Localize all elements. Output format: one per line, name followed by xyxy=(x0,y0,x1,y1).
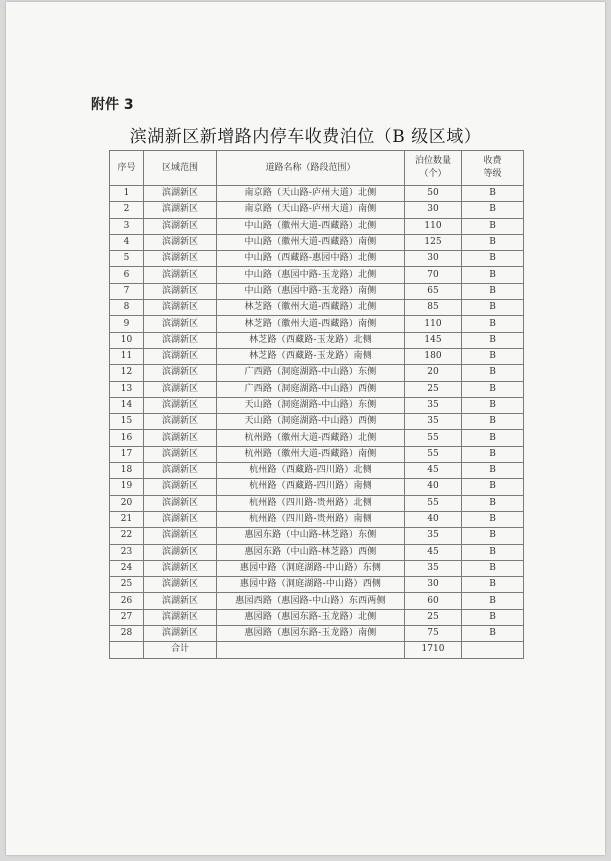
cell-road: 中山路（惠园中路-玉龙路）南侧 xyxy=(217,283,405,299)
cell-road: 惠园中路（洞庭湖路-中山路）东侧 xyxy=(217,560,405,576)
cell-seq: 9 xyxy=(110,316,144,332)
cell-grade: B xyxy=(462,397,524,413)
header-grade xyxy=(462,151,524,186)
cell-grade: B xyxy=(462,463,524,479)
cell-area: 滨湖新区 xyxy=(144,234,217,250)
cell-seq: 18 xyxy=(110,463,144,479)
page-title: 滨湖新区新增路内停车收费泊位（B 级区域） xyxy=(129,127,482,147)
table-row xyxy=(110,528,524,544)
total-road-cell xyxy=(217,642,405,658)
cell-seq: 6 xyxy=(110,267,144,283)
cell-road: 林芝路（徽州大道-西藏路）南侧 xyxy=(217,316,405,332)
cell-area: 滨湖新区 xyxy=(144,414,217,430)
cell-area: 滨湖新区 xyxy=(144,430,217,446)
cell-area: 滨湖新区 xyxy=(144,316,217,332)
cell-seq: 5 xyxy=(110,251,144,267)
cell-seq: 28 xyxy=(110,626,144,642)
cell-area: 滨湖新区 xyxy=(144,609,217,625)
cell-road: 惠园路（惠园东路-玉龙路）南侧 xyxy=(217,626,405,642)
table-row xyxy=(110,430,524,446)
cell-grade: B xyxy=(462,348,524,364)
cell-count: 55 xyxy=(405,430,462,446)
cell-road: 林芝路（西藏路-玉龙路）北侧 xyxy=(217,332,405,348)
total-seq-cell xyxy=(110,642,144,658)
cell-count: 30 xyxy=(405,202,462,218)
table-row xyxy=(110,202,524,218)
cell-count: 35 xyxy=(405,560,462,576)
cell-count: 50 xyxy=(405,186,462,202)
cell-count: 35 xyxy=(405,528,462,544)
table-row xyxy=(110,511,524,527)
cell-grade: B xyxy=(462,283,524,299)
cell-seq: 27 xyxy=(110,609,144,625)
cell-area: 滨湖新区 xyxy=(144,202,217,218)
table-row xyxy=(110,446,524,462)
cell-area: 滨湖新区 xyxy=(144,495,217,511)
table-row xyxy=(110,495,524,511)
total-count: 1710 xyxy=(405,642,462,658)
cell-road: 广西路（洞庭湖路-中山路）西侧 xyxy=(217,381,405,397)
cell-road: 杭州路（徽州大道-西藏路）南侧 xyxy=(217,446,405,462)
header-grade-line2: 等级 xyxy=(483,169,502,179)
cell-seq: 4 xyxy=(110,234,144,250)
cell-count: 25 xyxy=(405,381,462,397)
cell-area: 滨湖新区 xyxy=(144,397,217,413)
table-row xyxy=(110,365,524,381)
table-row xyxy=(110,414,524,430)
cell-road: 惠园东路（中山路-林芝路）东侧 xyxy=(217,528,405,544)
cell-seq: 8 xyxy=(110,300,144,316)
cell-area: 滨湖新区 xyxy=(144,479,217,495)
cell-grade: B xyxy=(462,381,524,397)
cell-seq: 23 xyxy=(110,544,144,560)
document-page xyxy=(6,2,605,855)
cell-count: 110 xyxy=(405,218,462,234)
cell-area: 滨湖新区 xyxy=(144,511,217,527)
cell-count: 60 xyxy=(405,593,462,609)
cell-grade: B xyxy=(462,218,524,234)
cell-count: 45 xyxy=(405,544,462,560)
cell-road: 天山路（洞庭湖路-中山路）西侧 xyxy=(217,414,405,430)
cell-grade: B xyxy=(462,251,524,267)
cell-grade: B xyxy=(462,560,524,576)
cell-seq: 10 xyxy=(110,332,144,348)
header-count-line1: 泊位数量 xyxy=(414,156,451,166)
cell-count: 25 xyxy=(405,609,462,625)
cell-seq: 2 xyxy=(110,202,144,218)
cell-seq: 25 xyxy=(110,577,144,593)
cell-road: 杭州路（徽州大道-西藏路）北侧 xyxy=(217,430,405,446)
cell-area: 滨湖新区 xyxy=(144,283,217,299)
cell-count: 30 xyxy=(405,251,462,267)
cell-grade: B xyxy=(462,332,524,348)
cell-grade: B xyxy=(462,186,524,202)
cell-road: 中山路（徽州大道-西藏路）南侧 xyxy=(217,234,405,250)
cell-road: 南京路（天山路-庐州大道）南侧 xyxy=(217,202,405,218)
cell-road: 广西路（洞庭湖路-中山路）东侧 xyxy=(217,365,405,381)
cell-count: 40 xyxy=(405,511,462,527)
table-row xyxy=(110,218,524,234)
cell-seq: 1 xyxy=(110,186,144,202)
cell-road: 杭州路（四川路-贵州路）北侧 xyxy=(217,495,405,511)
table-body xyxy=(110,186,524,642)
total-row xyxy=(110,642,524,658)
cell-area: 滨湖新区 xyxy=(144,560,217,576)
cell-count: 70 xyxy=(405,267,462,283)
cell-area: 滨湖新区 xyxy=(144,577,217,593)
cell-seq: 12 xyxy=(110,365,144,381)
cell-grade: B xyxy=(462,528,524,544)
cell-area: 滨湖新区 xyxy=(144,300,217,316)
table-row xyxy=(110,577,524,593)
cell-count: 110 xyxy=(405,316,462,332)
cell-seq: 7 xyxy=(110,283,144,299)
total-grade-cell xyxy=(462,642,524,658)
cell-road: 杭州路（西藏路-四川路）南侧 xyxy=(217,479,405,495)
cell-area: 滨湖新区 xyxy=(144,463,217,479)
cell-count: 30 xyxy=(405,577,462,593)
cell-count: 40 xyxy=(405,479,462,495)
cell-road: 杭州路（西藏路-四川路）北侧 xyxy=(217,463,405,479)
cell-seq: 15 xyxy=(110,414,144,430)
cell-area: 滨湖新区 xyxy=(144,267,217,283)
cell-area: 滨湖新区 xyxy=(144,446,217,462)
cell-road: 天山路（洞庭湖路-中山路）东侧 xyxy=(217,397,405,413)
cell-count: 75 xyxy=(405,626,462,642)
cell-seq: 26 xyxy=(110,593,144,609)
cell-seq: 13 xyxy=(110,381,144,397)
cell-grade: B xyxy=(462,609,524,625)
table-row xyxy=(110,300,524,316)
cell-area: 滨湖新区 xyxy=(144,381,217,397)
cell-grade: B xyxy=(462,544,524,560)
cell-count: 20 xyxy=(405,365,462,381)
cell-road: 中山路（徽州大道-西藏路）北侧 xyxy=(217,218,405,234)
cell-road: 中山路（西藏路-惠园中路）北侧 xyxy=(217,251,405,267)
cell-road: 惠园中路（洞庭湖路-中山路）西侧 xyxy=(217,577,405,593)
cell-count: 85 xyxy=(405,300,462,316)
table-row xyxy=(110,234,524,250)
header-count xyxy=(405,151,462,186)
cell-grade: B xyxy=(462,234,524,250)
cell-seq: 21 xyxy=(110,511,144,527)
table-row xyxy=(110,609,524,625)
cell-seq: 19 xyxy=(110,479,144,495)
cell-area: 滨湖新区 xyxy=(144,332,217,348)
table-row xyxy=(110,560,524,576)
table-row xyxy=(110,283,524,299)
cell-area: 滨湖新区 xyxy=(144,218,217,234)
cell-count: 55 xyxy=(405,495,462,511)
table-row xyxy=(110,381,524,397)
cell-seq: 16 xyxy=(110,430,144,446)
cell-area: 滨湖新区 xyxy=(144,626,217,642)
cell-area: 滨湖新区 xyxy=(144,593,217,609)
cell-seq: 14 xyxy=(110,397,144,413)
cell-area: 滨湖新区 xyxy=(144,365,217,381)
table-row xyxy=(110,626,524,642)
cell-grade: B xyxy=(462,446,524,462)
header-area: 区域范围 xyxy=(144,151,217,186)
cell-grade: B xyxy=(462,626,524,642)
table-row xyxy=(110,544,524,560)
cell-area: 滨湖新区 xyxy=(144,186,217,202)
cell-road: 杭州路（四川路-贵州路）南侧 xyxy=(217,511,405,527)
cell-grade: B xyxy=(462,267,524,283)
cell-road: 惠园西路（惠园路-中山路）东西两侧 xyxy=(217,593,405,609)
header-grade-line1: 收费 xyxy=(483,156,502,166)
cell-grade: B xyxy=(462,577,524,593)
cell-grade: B xyxy=(462,593,524,609)
header-count-line2: （个） xyxy=(419,169,447,179)
cell-seq: 11 xyxy=(110,348,144,364)
cell-seq: 3 xyxy=(110,218,144,234)
cell-count: 55 xyxy=(405,446,462,462)
cell-grade: B xyxy=(462,300,524,316)
table-row xyxy=(110,348,524,364)
cell-road: 惠园东路（中山路-林芝路）西侧 xyxy=(217,544,405,560)
cell-count: 145 xyxy=(405,332,462,348)
table-row xyxy=(110,251,524,267)
cell-grade: B xyxy=(462,365,524,381)
cell-seq: 24 xyxy=(110,560,144,576)
cell-seq: 20 xyxy=(110,495,144,511)
table-row xyxy=(110,479,524,495)
cell-count: 35 xyxy=(405,414,462,430)
cell-count: 65 xyxy=(405,283,462,299)
cell-grade: B xyxy=(462,430,524,446)
table-row xyxy=(110,186,524,202)
table-row xyxy=(110,397,524,413)
header-road: 道路名称（路段范围） xyxy=(217,151,405,186)
cell-area: 滨湖新区 xyxy=(144,544,217,560)
cell-seq: 17 xyxy=(110,446,144,462)
cell-grade: B xyxy=(462,202,524,218)
cell-road: 中山路（惠园中路-玉龙路）北侧 xyxy=(217,267,405,283)
cell-count: 45 xyxy=(405,463,462,479)
cell-road: 南京路（天山路-庐州大道）北侧 xyxy=(217,186,405,202)
cell-area: 滨湖新区 xyxy=(144,348,217,364)
attachment-label: 附件 3 xyxy=(91,97,134,113)
table-row xyxy=(110,593,524,609)
cell-road: 林芝路（西藏路-玉龙路）南侧 xyxy=(217,348,405,364)
cell-grade: B xyxy=(462,479,524,495)
table-row xyxy=(110,316,524,332)
cell-count: 125 xyxy=(405,234,462,250)
table-row xyxy=(110,463,524,479)
table-row xyxy=(110,332,524,348)
cell-area: 滨湖新区 xyxy=(144,528,217,544)
cell-grade: B xyxy=(462,511,524,527)
cell-area: 滨湖新区 xyxy=(144,251,217,267)
cell-road: 惠园路（惠园东路-玉龙路）北侧 xyxy=(217,609,405,625)
cell-count: 35 xyxy=(405,397,462,413)
cell-count: 180 xyxy=(405,348,462,364)
cell-grade: B xyxy=(462,316,524,332)
table-row xyxy=(110,267,524,283)
cell-grade: B xyxy=(462,414,524,430)
cell-seq: 22 xyxy=(110,528,144,544)
header-seq: 序号 xyxy=(110,151,144,186)
parking-table xyxy=(109,150,524,659)
total-label: 合计 xyxy=(144,642,217,658)
cell-grade: B xyxy=(462,495,524,511)
table-header-row xyxy=(110,151,524,186)
cell-road: 林芝路（徽州大道-西藏路）北侧 xyxy=(217,300,405,316)
